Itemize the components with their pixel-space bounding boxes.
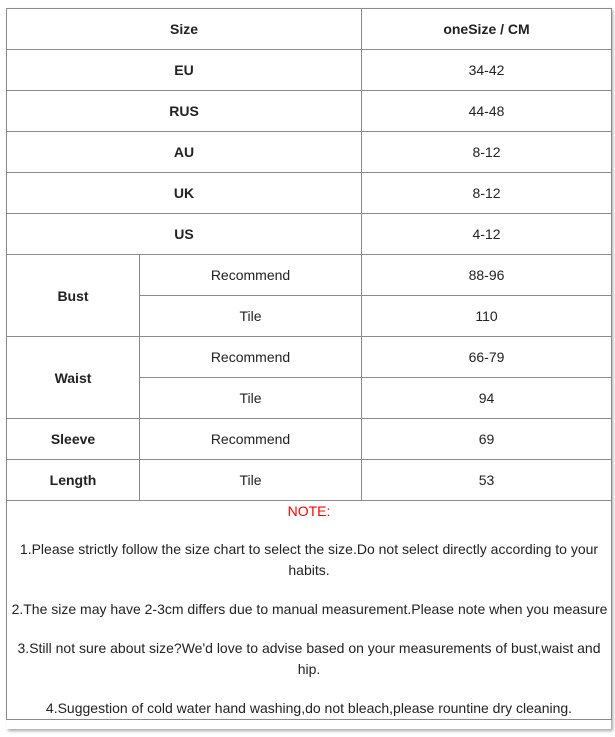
table-header-row	[7, 9, 612, 50]
note-row	[7, 501, 612, 720]
note-line-2: 2.The size may have 2-3cm differs due to manual measurement.Please note when you measure	[11, 601, 608, 617]
table-row	[7, 255, 612, 296]
bust-tile-label: Tile	[140, 296, 362, 337]
bust-recommend-label: Recommend	[140, 255, 362, 296]
bust-tile-value: 110	[362, 296, 612, 337]
table-row	[7, 173, 612, 214]
row-value-eu: 34-42	[362, 50, 612, 91]
table-row	[7, 214, 612, 255]
bust-recommend-value: 88-96	[362, 255, 612, 296]
row-label-us: US	[7, 214, 362, 255]
note-line-4: 4.Suggestion of cold water hand washing,do not bleach,please rountine dry cleaning.	[45, 700, 573, 716]
note-cell	[7, 501, 612, 720]
waist-tile-value: 94	[362, 378, 612, 419]
row-label-rus: RUS	[7, 91, 362, 132]
row-label-eu: EU	[7, 50, 362, 91]
note-line-1: 1.Please strictly follow the size chart to select the size.Do not select directly according to your habits.	[19, 541, 599, 578]
size-table	[6, 8, 612, 720]
table-row	[7, 337, 612, 378]
row-label-bust: Bust	[7, 255, 140, 337]
table-row	[7, 91, 612, 132]
table-row	[7, 419, 612, 460]
header-one-size: oneSize / CM	[362, 9, 612, 50]
table-row	[7, 132, 612, 173]
sleeve-sub-label: Recommend	[140, 419, 362, 460]
table-row	[7, 50, 612, 91]
row-value-au: 8-12	[362, 132, 612, 173]
note-line-3: 3.Still not sure about size?We'd love to advise based on your measurements of bust,waist and hip.	[17, 640, 601, 677]
row-value-uk: 8-12	[362, 173, 612, 214]
row-label-waist: Waist	[7, 337, 140, 419]
note-title: NOTE:	[287, 503, 331, 519]
size-chart	[6, 8, 611, 729]
waist-recommend-label: Recommend	[140, 337, 362, 378]
row-label-au: AU	[7, 132, 362, 173]
row-value-rus: 44-48	[362, 91, 612, 132]
header-size: Size	[7, 9, 362, 50]
table-row	[7, 460, 612, 501]
waist-recommend-value: 66-79	[362, 337, 612, 378]
sleeve-value: 69	[362, 419, 612, 460]
row-value-us: 4-12	[362, 214, 612, 255]
row-label-length: Length	[7, 460, 140, 501]
row-label-uk: UK	[7, 173, 362, 214]
length-value: 53	[362, 460, 612, 501]
length-sub-label: Tile	[140, 460, 362, 501]
waist-tile-label: Tile	[140, 378, 362, 419]
row-label-sleeve: Sleeve	[7, 419, 140, 460]
